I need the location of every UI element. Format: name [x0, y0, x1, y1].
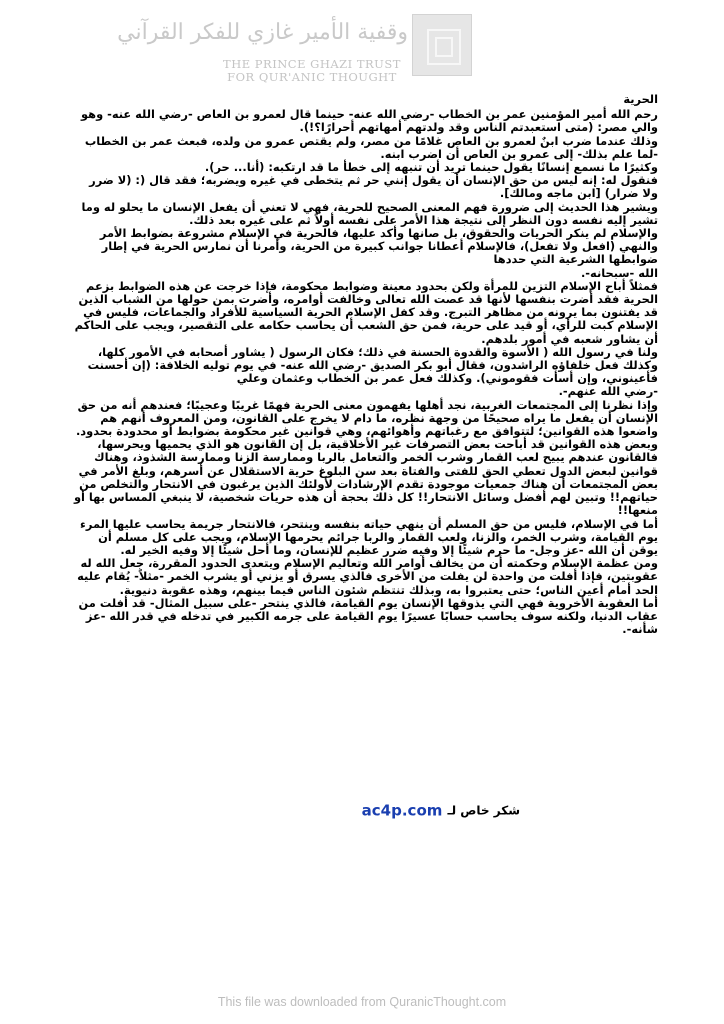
paragraph: -رضي الله عنهم-. — [558, 384, 658, 399]
paragraph: ولنا في رسول الله ( الأسوة والقدوة الحسنة في ذلك؛ فكان الرسول ( يشاور أصحابه في الأمور كلها، وكذلك فعل خلفاؤه الراشدون، فقال أبو بكر الصديق -رضي الله عنه- في يوم توليه الخلافة: (إن أحسنت فأعينوني، وإن أسأت فقوموني). وكذلك فعل عمر بن الخطاب وعثمان وعلي — [87, 344, 658, 386]
logo-english-text — [212, 58, 412, 84]
credit-text: شكر خاص لـ — [447, 803, 520, 818]
paragraph: وبعض هذه القوانين قد أباحت بعض التصرفات غير الأخلاقية، بل إن القانون هو الذي يحميها ويحرسها، فالقانون عندهم يبيح لعب القمار وشرب الخمر والتعامل بالربا وممارسة الزنا وممارسة الشذوذ، وهناك قوانين لبعض الدول تعطي الحق للفتى والفتاة بعد سن البلوغ حرية الاستقلال عن أسرهم، وبلغ الأمر في بعض المجتمعات أن هناك جمعيات موجودة تقدم الإرشادات لأولئك الذين يرغبون في الانتحار والتخلص من حياتهم!! وتبين لهم أفضل وسائل الانتحار!! كل ذلك بحجة أن هذه حريات شخصية، لا ينبغي المساس بها أو منعها!! — [73, 437, 658, 518]
paragraph: أما العقوبة الأخروية فهي التي يذوقها الإنسان يوم القيامة، فالذي ينتحر -على سبيل المثال- قد أفلت من عقاب الدنيا، ولكنه سوف يحاسب حسابًا عسيرًا يوم القيامة على جرمه الكبير في تدخله في قدر الله -عز شأنه-. — [78, 595, 658, 637]
article-body — [70, 93, 658, 636]
paragraph: فنقول له: إنه ليس من حق الإنسان أن يقول إنني حر ثم يتخطى في غيره ويضربه؛ فقد قال (: (لا ضرر ولا ضرار) [ابن ماجه ومالك]. — [89, 173, 658, 201]
logo-arabic-calligraphy: وقفية الأمير غازي للفكر القرآني — [117, 20, 408, 45]
download-footer: This file was downloaded from QuranicThought.com — [217, 995, 507, 1009]
paragraph: وكثيرًا ما نسمع إنسانًا يقول حينما تريد أن تنبهه إلى خطأ ما قد ارتكبه: (أنا... حر). — [204, 160, 658, 175]
logo-line-2: FOR QUR'ANIC THOUGHT — [227, 70, 397, 84]
paragraph: أما في الإسلام، فليس من حق المسلم أن ينهي حياته بنفسه وينتحر، فالانتحار جريمة يحاسب عليها المرء يوم القيامة، وشرب الخمر، والزنا، ولعب القمار والربا جرائم يحرمها الإسلام، ويجب على كل مسلم أن يوقن أن الله -عز وجل- ما حرم شيئًا إلا وفيه ضرر عظيم للإنسان، وما أحل شيئًا إلا وفيه الخير له. — [80, 516, 658, 557]
paragraph: رحم الله أمير المؤمنين عمر بن الخطاب -رضي الله عنه- حينما قال لعمرو بن العاص -رضي الله عنه- وهو والي مصر: (متى استعبدتم الناس وقد ولدتهم أمهاتهم أحرارًا؟!). — [81, 107, 658, 135]
trust-emblem-logo — [412, 14, 472, 76]
paragraph: فمثلاً أباح الإسلام التزين للمرأة ولكن بحدود معينة وضوابط محكومة، فإذا خرجت عن هذه الضوابط بزعم الحرية فقد أضرت بنفسها لأنها قد عصت الله تعالى وخالفت أوامره، وأضرت بمن حولها من الشباب الذين قد يفتنون بما يرونه من مظاهر التبرج. وقد كفل الإسلام الحرية السياسية للأفراد والجماعات، فليس في الإسلام كبت للرأي، أو قيد على حرية، فمن حق الشعب أن يحاسب حكامه على التقصير، ويجب على الحاكم أن يشاور شعبه في أمور بلدهم. — [74, 278, 658, 346]
paragraph: الله -سبحانه-. — [580, 265, 658, 280]
article-title: الحرية — [623, 92, 658, 106]
paragraph: وذلك عندما ضرب ابنٌ لعمرو بن العاص غلامًا من مصر، ولم يقتص عمرو من ولده، فبعث عمر بن الخطاب -لما علم بذلك- إلى عمرو بن العاص أن اضرب ابنه. — [84, 133, 658, 161]
paragraph: والإسلام لم ينكر الحريات والحقوق، بل صانها وأكد عليها، فالحرية في الإسلام مشروعة بضوابط الأمر والنهي (افعل ولا تفعل)، فالإسلام أعطانا جوانب كبيرة من الحرية، وأمرنا أن نمارس الحرية في إطار ضوابطها الشرعية التي حددها — [99, 226, 658, 267]
paragraph: وإذا نظرنا إلى المجتمعات الغربية، نجد أهلها يفهمون معنى الحرية فهمًا غريبًا وعجيبًا؛ فعندهم أنه من حق الإنسان أن يفعل ما يراه صحيحًا من وجهة نظره، ما دام لا يخرج على القانون، ومن المعروف أنهم هم واضعوا هذه القوانين؛ لتتوافق مع رغباتهم وأهوائهم، وهي قوانين غير محكومة بضوابط أو محدودة بحدود. — [75, 397, 658, 439]
header — [0, 0, 724, 95]
credit-site-link[interactable]: ac4p.com — [361, 801, 443, 820]
logo-line-1: THE PRINCE GHAZI TRUST — [223, 57, 401, 71]
paragraph: ومن عظمة الإسلام وحكمته أن من يخالف أوامر الله وتعاليم الإسلام ويتعدى الحدود المقررة، جعل الله له عقوبتين، فإذا أفلت من واحدة لن يفلت من الأخرى فالذي يسرق أو يزني أو يشرب الخمر -مثلاً- يُقام عليه الحد أمام أعين الناس؛ حتى يعتبروا به، وبذلك تنتظم شئون الناس فيما بينهم، وهذه عقوبة دنيوية. — [77, 556, 658, 597]
credit-line — [180, 800, 520, 822]
paragraph: ويشير هذا الحديث إلى ضرورة فهم المعنى الصحيح للحرية، فهي لا تعني أن يفعل الإنسان ما يحلو له وما تشير إليه نفسه دون النظر إلى نتيجة هذا الأمر على نفسه أولاً ثم على غيره بعد ذلك. — [81, 199, 658, 227]
